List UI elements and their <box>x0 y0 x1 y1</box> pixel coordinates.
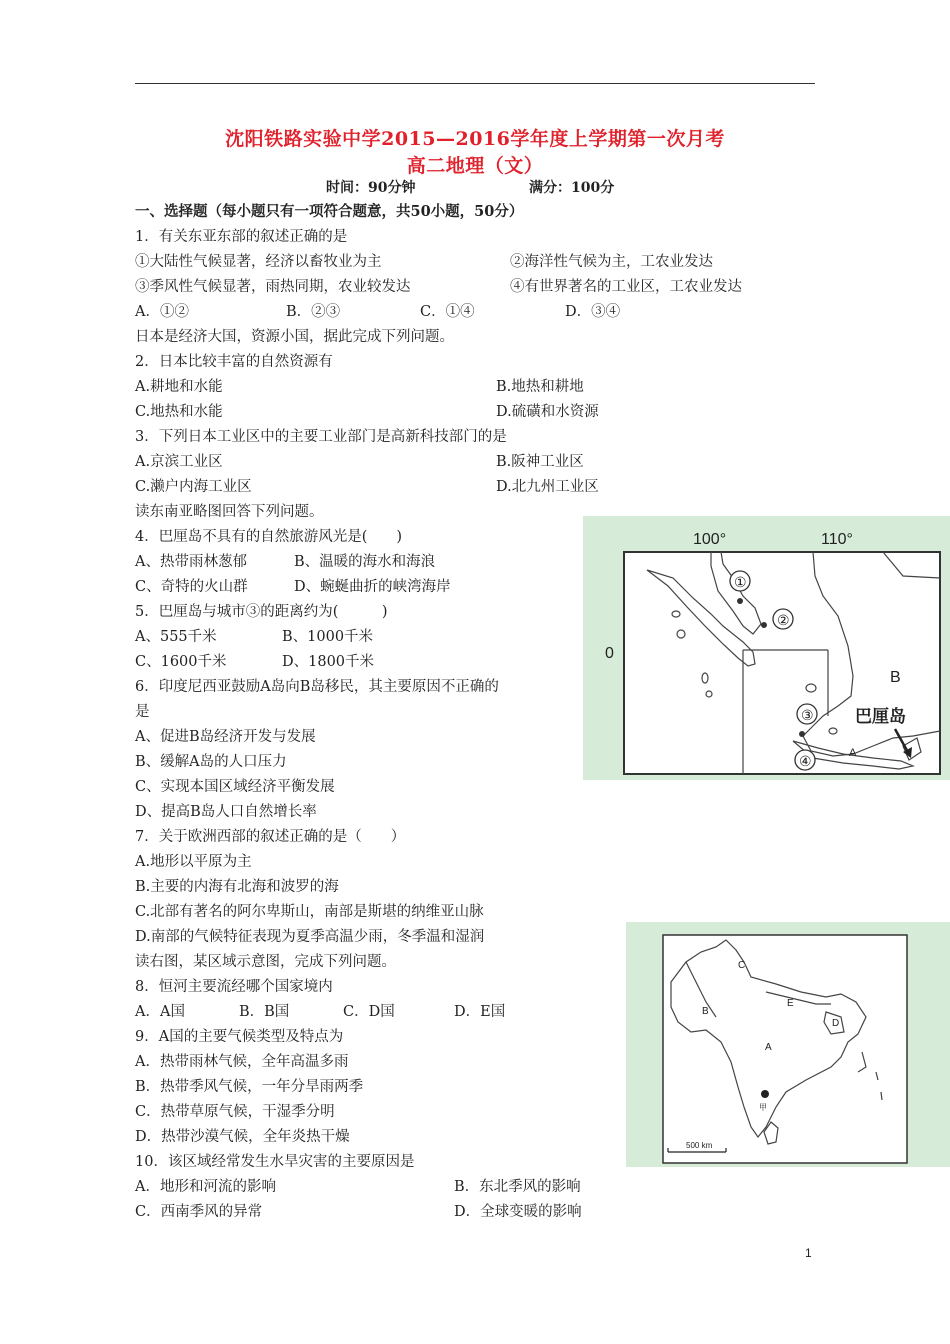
option-text: ③季风性气候显著，雨热同期，农业较发达 <box>135 279 411 295</box>
option-text: D.南部的气候特征表现为夏季高温少雨，冬季温和湿润 <box>135 929 485 945</box>
city-marker-3: ③ <box>801 707 814 723</box>
question-text: 8．恒河主要流经哪个国家境内 <box>135 979 333 995</box>
scale-bar-label: 500 km <box>686 1141 713 1150</box>
option-text: A．A国 <box>135 1004 185 1020</box>
island-label-b: B <box>890 669 901 686</box>
option-text: B．②③ <box>286 304 341 320</box>
option-text: D．全球变暖的影响 <box>454 1204 582 1220</box>
option-text: A.京滨工业区 <box>135 454 223 470</box>
option-text: B.地热和耕地 <box>496 379 584 395</box>
option-text: C.地热和水能 <box>135 404 223 420</box>
question-text: 3．下列日本工业区中的主要工业部门是高新科技部门的是 <box>135 429 507 445</box>
option-text: C．热带草原气候，干湿季分明 <box>135 1104 335 1120</box>
option-text: C．西南季风的异常 <box>135 1204 263 1220</box>
option-text: D、提高B岛人口自然增长率 <box>135 804 317 820</box>
bali-label: 巴厘岛 <box>855 707 906 726</box>
city-marker-1: ① <box>734 574 747 590</box>
question-text: 1．有关东亚东部的叙述正确的是 <box>135 229 348 245</box>
option-text: ①大陆性气候显著，经济以畜牧业为主 <box>135 254 382 270</box>
instruction-text: 读右图，某区域示意图，完成下列问题。 <box>135 954 396 970</box>
option-text: B、缓解A岛的人口压力 <box>135 754 287 770</box>
option-text: A．①② <box>135 304 189 320</box>
option-text: C、奇特的火山群 <box>135 579 248 595</box>
option-text: A.耕地和水能 <box>135 379 223 395</box>
region-label-e: E <box>787 998 794 1009</box>
option-text: A、促进B岛经济开发与发展 <box>135 729 316 745</box>
option-text: D．③④ <box>565 304 621 320</box>
option-text: A、555千米 <box>135 629 217 645</box>
option-text: D、蜿蜒曲折的峡湾海岸 <box>294 579 451 595</box>
option-text: ②海洋性气候为主，工农业发达 <box>510 254 713 270</box>
option-text: ④有世界著名的工业区，工农业发达 <box>510 279 742 295</box>
region-label-d: D <box>832 1018 840 1029</box>
region-label-a: A <box>765 1042 772 1053</box>
option-text: B、1000千米 <box>282 629 374 645</box>
option-text: A．地形和河流的影响 <box>135 1179 276 1195</box>
option-text: B.主要的内海有北海和波罗的海 <box>135 879 339 895</box>
question-text: 4．巴厘岛不具有的自然旅游风光是( ) <box>135 529 403 545</box>
city-marker-2: ② <box>777 612 790 628</box>
exam-subtitle: 高二地理（文） <box>406 155 544 177</box>
region-label-b: B <box>702 1006 709 1017</box>
exam-time: 时间：90分钟 <box>326 180 416 196</box>
question-text: 7．关于欧洲西部的叙述正确的是（ ） <box>135 829 406 845</box>
option-text: B、温暖的海水和海浪 <box>294 554 436 570</box>
option-text: A.地形以平原为主 <box>135 854 252 870</box>
option-text: B．热带季风气候，一年分旱雨两季 <box>135 1079 364 1095</box>
south-asia-map <box>626 922 950 1167</box>
southeast-asia-map-svg <box>583 516 950 780</box>
instruction-text: 读东南亚略图回答下列问题。 <box>135 504 324 520</box>
latitude-label-0: 0 <box>605 645 614 662</box>
question-text: 6．印度尼西亚鼓励A岛向B岛移民，其主要原因不正确的 <box>135 679 499 695</box>
option-text: A．热带雨林气候，全年高温多雨 <box>135 1054 349 1070</box>
option-text: C.北部有著名的阿尔卑斯山，南部是斯堪的纳维亚山脉 <box>135 904 484 920</box>
option-text: D、1800千米 <box>282 654 375 670</box>
exam-title: 沈阳铁路实验中学2015—2016学年度上学期第一次月考 <box>225 128 725 150</box>
island-label-a: A <box>849 747 857 759</box>
option-text: C．D国 <box>343 1004 395 1020</box>
option-text: C.濑户内海工业区 <box>135 479 252 495</box>
longitude-label-100: 100° <box>693 531 727 548</box>
option-text: A、热带雨林葱郁 <box>135 554 247 570</box>
question-text: 5．巴厘岛与城市③的距离约为( ) <box>135 604 388 620</box>
option-text: D.北九州工业区 <box>496 479 599 495</box>
southeast-asia-map <box>583 516 950 780</box>
question-text: 是 <box>135 704 150 720</box>
longitude-label-110: 110° <box>821 531 853 548</box>
city-marker-4: ④ <box>799 753 812 769</box>
south-asia-map-svg <box>626 922 950 1167</box>
option-text: C、实现本国区域经济平衡发展 <box>135 779 335 795</box>
option-text: D.硫磺和水资源 <box>496 404 599 420</box>
option-text: B.阪神工业区 <box>496 454 584 470</box>
option-text: C、1600千米 <box>135 654 227 670</box>
location-label-jia: 甲 <box>759 1103 767 1112</box>
section-heading: 一、选择题（每小题只有一项符合题意，共50小题，50分） <box>135 203 524 220</box>
question-text: 9．A国的主要气候类型及特点为 <box>135 1029 344 1045</box>
header-rule <box>135 83 815 84</box>
instruction-text: 日本是经济大国，资源小国，据此完成下列问题。 <box>135 329 454 345</box>
question-text: 2．日本比较丰富的自然资源有 <box>135 354 333 370</box>
question-text: 10．该区域经常发生水旱灾害的主要原因是 <box>135 1154 415 1170</box>
option-text: B．东北季风的影响 <box>454 1179 581 1195</box>
exam-score: 满分：100分 <box>529 180 615 196</box>
option-text: D．热带沙漠气候，全年炎热干燥 <box>135 1129 350 1145</box>
option-text: C．①④ <box>420 304 475 320</box>
region-label-c: C <box>738 960 746 971</box>
option-text: B．B国 <box>239 1004 290 1020</box>
option-text: D．E国 <box>454 1004 506 1020</box>
page-number: 1 <box>805 1246 812 1260</box>
